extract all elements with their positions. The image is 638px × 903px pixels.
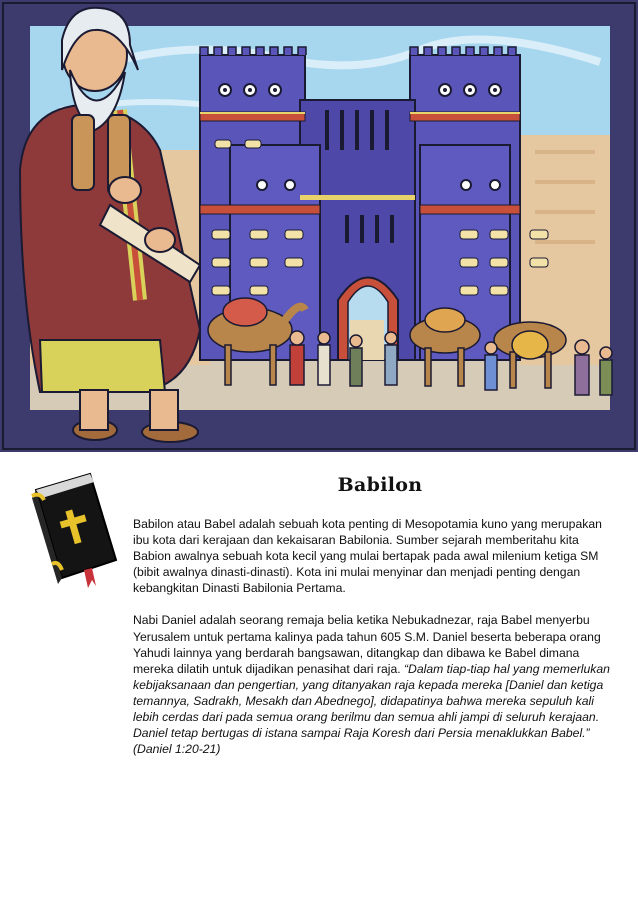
bible-icon	[28, 470, 124, 588]
bible-quote: “Dalam tiap-tiap hal yang memerlukan kebijaksanaan dan pengertian, yang ditanyakan raja kepada mereka [Daniel dan ketiga temannya, Sadrakh, Mesakh dan Abednego], didapatinya bahwa mereka sepuluh kali lebih cerdas dari pada semua orang berilmu dan semua ahli jampi di seluruh kerajaan. Daniel tetap bertugas di istana sampai Raja Koresh dari Persia menaklukkan Babel.” (Daniel 1:20-21)	[133, 661, 610, 757]
paragraph-1: Babilon atau Babel adalah sebuah kota penting di Mesopotamia kuno yang merupakan ibu kota dari kerajaan dan kekaisaran Babilonia. Sumber sejarah memberitahu kita Babion awalnya sebuah kota kecil yang mulai bertapak pada awal milenium ketiga SM (bibit awalnya dinasti-dinasti). Kota ini mulai menyinar dan menjadi penting dengan kebangkitan Dinasti Babilonia Pertama.	[133, 517, 602, 596]
paragraph-2	[133, 612, 618, 757]
paragraph-2-intro: Nabi Daniel adalah seorang remaja belia ketika Nebukadnezar, raja Babel menyerbu Yerusalem untuk pertama kalinya pada tahun 605 S.M. Daniel beserta beberapa orang Yahudi lainnya yang berdarah bangsawan, ditangkap dan dibawa ke Babel dimana mereka dilatih untuk dijadikan penasihat dari raja.	[133, 613, 601, 676]
page-title: Babilon	[337, 474, 423, 496]
article-body	[133, 516, 618, 773]
